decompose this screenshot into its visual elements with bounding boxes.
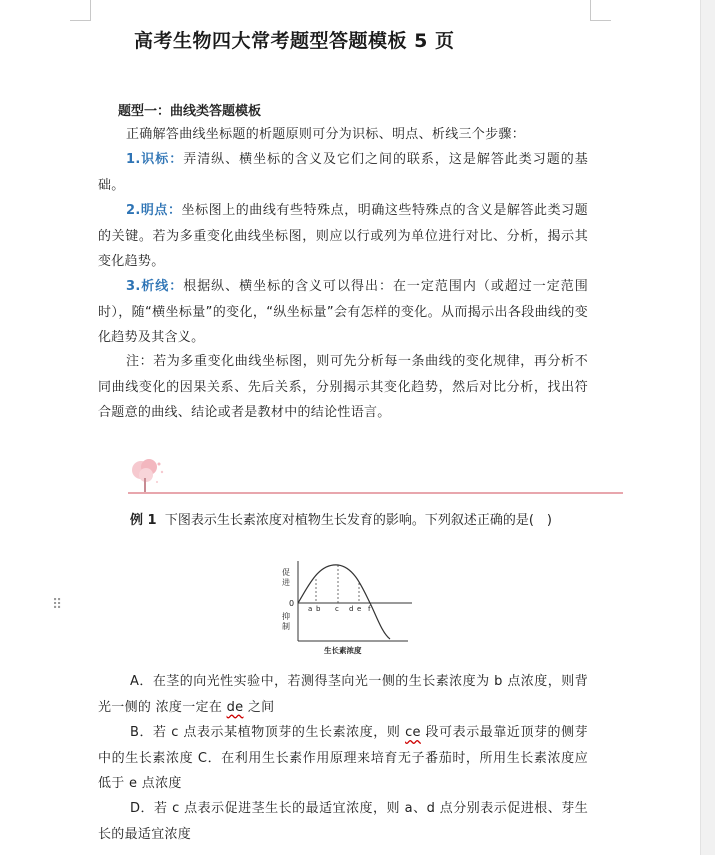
- step-2-text: 坐标图上的曲线有些特殊点，明确这些特殊点的含义是解答此类习题的关键。若为多重变化曲线坐标图，则应以行或列为单位进行对比、分析，揭示其变化趋势。: [98, 203, 588, 269]
- point-e: e: [357, 605, 362, 613]
- auxin-curve-graph: [280, 557, 430, 657]
- option-b-c: [98, 720, 588, 797]
- option-a-text: A．在茎的向光性实验中，若测得茎向光一侧的生长素浓度为 b 点浓度，则背光一侧的 浓度一定在: [98, 674, 588, 715]
- auxin-curve: [298, 565, 390, 639]
- margin-corner-top-left: [70, 0, 91, 21]
- section-intro: 正确解答曲线坐标题的析题原则可分为识标、明点、析线三个步骤：: [126, 127, 526, 142]
- option-b-text: B．若 c 点表示某植物顶芽的生长素浓度，则: [130, 725, 406, 740]
- point-a: a: [308, 605, 313, 613]
- point-c: c: [335, 605, 339, 613]
- drag-handle-icon[interactable]: ⠿: [52, 597, 61, 613]
- option-a-tail: 之间: [243, 699, 275, 715]
- step-3-lead: 3.析线：: [126, 279, 184, 294]
- step-3: [98, 274, 588, 351]
- y-bottom-label-1: 抑: [282, 612, 290, 621]
- point-f: f: [368, 605, 371, 613]
- option-b-tail: 段可表示最靠近顶芽的侧芽中的生长素浓度 C．在利用生长素作用原理来培育无子番茄时，所用生长素浓度应低于 e 点浓度: [98, 725, 588, 791]
- example-question: [98, 508, 588, 534]
- option-a: [98, 669, 588, 720]
- option-a-marked: de: [226, 699, 244, 715]
- step-2: [98, 198, 588, 275]
- option-d: D．若 c 点表示促进茎生长的最适宜浓度，则 a、d 点分别表示促进根、芽生长的最适宜浓度: [98, 801, 588, 842]
- step-2-lead: 2.明点：: [126, 203, 182, 218]
- point-d: d: [349, 605, 354, 613]
- section-note: 注：若为多重变化曲线坐标图，则可先分析每一条曲线的变化规律，再分析不同曲线变化的因果关系、先后关系，分别揭示其变化趋势，然后对比分析，找出符合题意的曲线、结论或者是教材中的结论性语言。: [98, 354, 588, 420]
- section-heading: 题型一：曲线类答题模板: [118, 104, 262, 119]
- page-title: 高考生物四大常考题型答题模板 5 页: [134, 30, 455, 52]
- y-top-label-1: 促: [282, 568, 290, 577]
- blossom-tree-icon: [127, 456, 167, 494]
- section-divider: [128, 492, 623, 494]
- point-b: b: [316, 605, 321, 613]
- step-3-text: 根据纵、横坐标的含义可以得出：在一定范围内（或超过一定范围时），随“横坐标量”的变化，“纵坐标量”会有怎样的变化。从而揭示出各段曲线的变化趋势及其含义。: [98, 279, 589, 345]
- step-1-lead: 1.识标：: [126, 152, 184, 167]
- step-1-text: 弄清纵、横坐标的含义及它们之间的联系，这是解答此类习题的基础。: [98, 152, 589, 193]
- y-bottom-label-2: 制: [282, 622, 290, 631]
- margin-corner-top-right: [590, 0, 611, 21]
- vertical-scrollbar[interactable]: [700, 0, 715, 855]
- option-b-marked: ce: [405, 725, 421, 740]
- y-top-label-2: 进: [282, 578, 290, 587]
- example-question-text: 下图表示生长素浓度对植物生长发育的影响。下列叙述正确的是( ): [164, 513, 552, 528]
- example-label: 例 1: [130, 513, 157, 528]
- step-1: [98, 147, 588, 198]
- x-axis-label: 生长素浓度: [324, 646, 362, 655]
- zero-label: 0: [289, 599, 295, 608]
